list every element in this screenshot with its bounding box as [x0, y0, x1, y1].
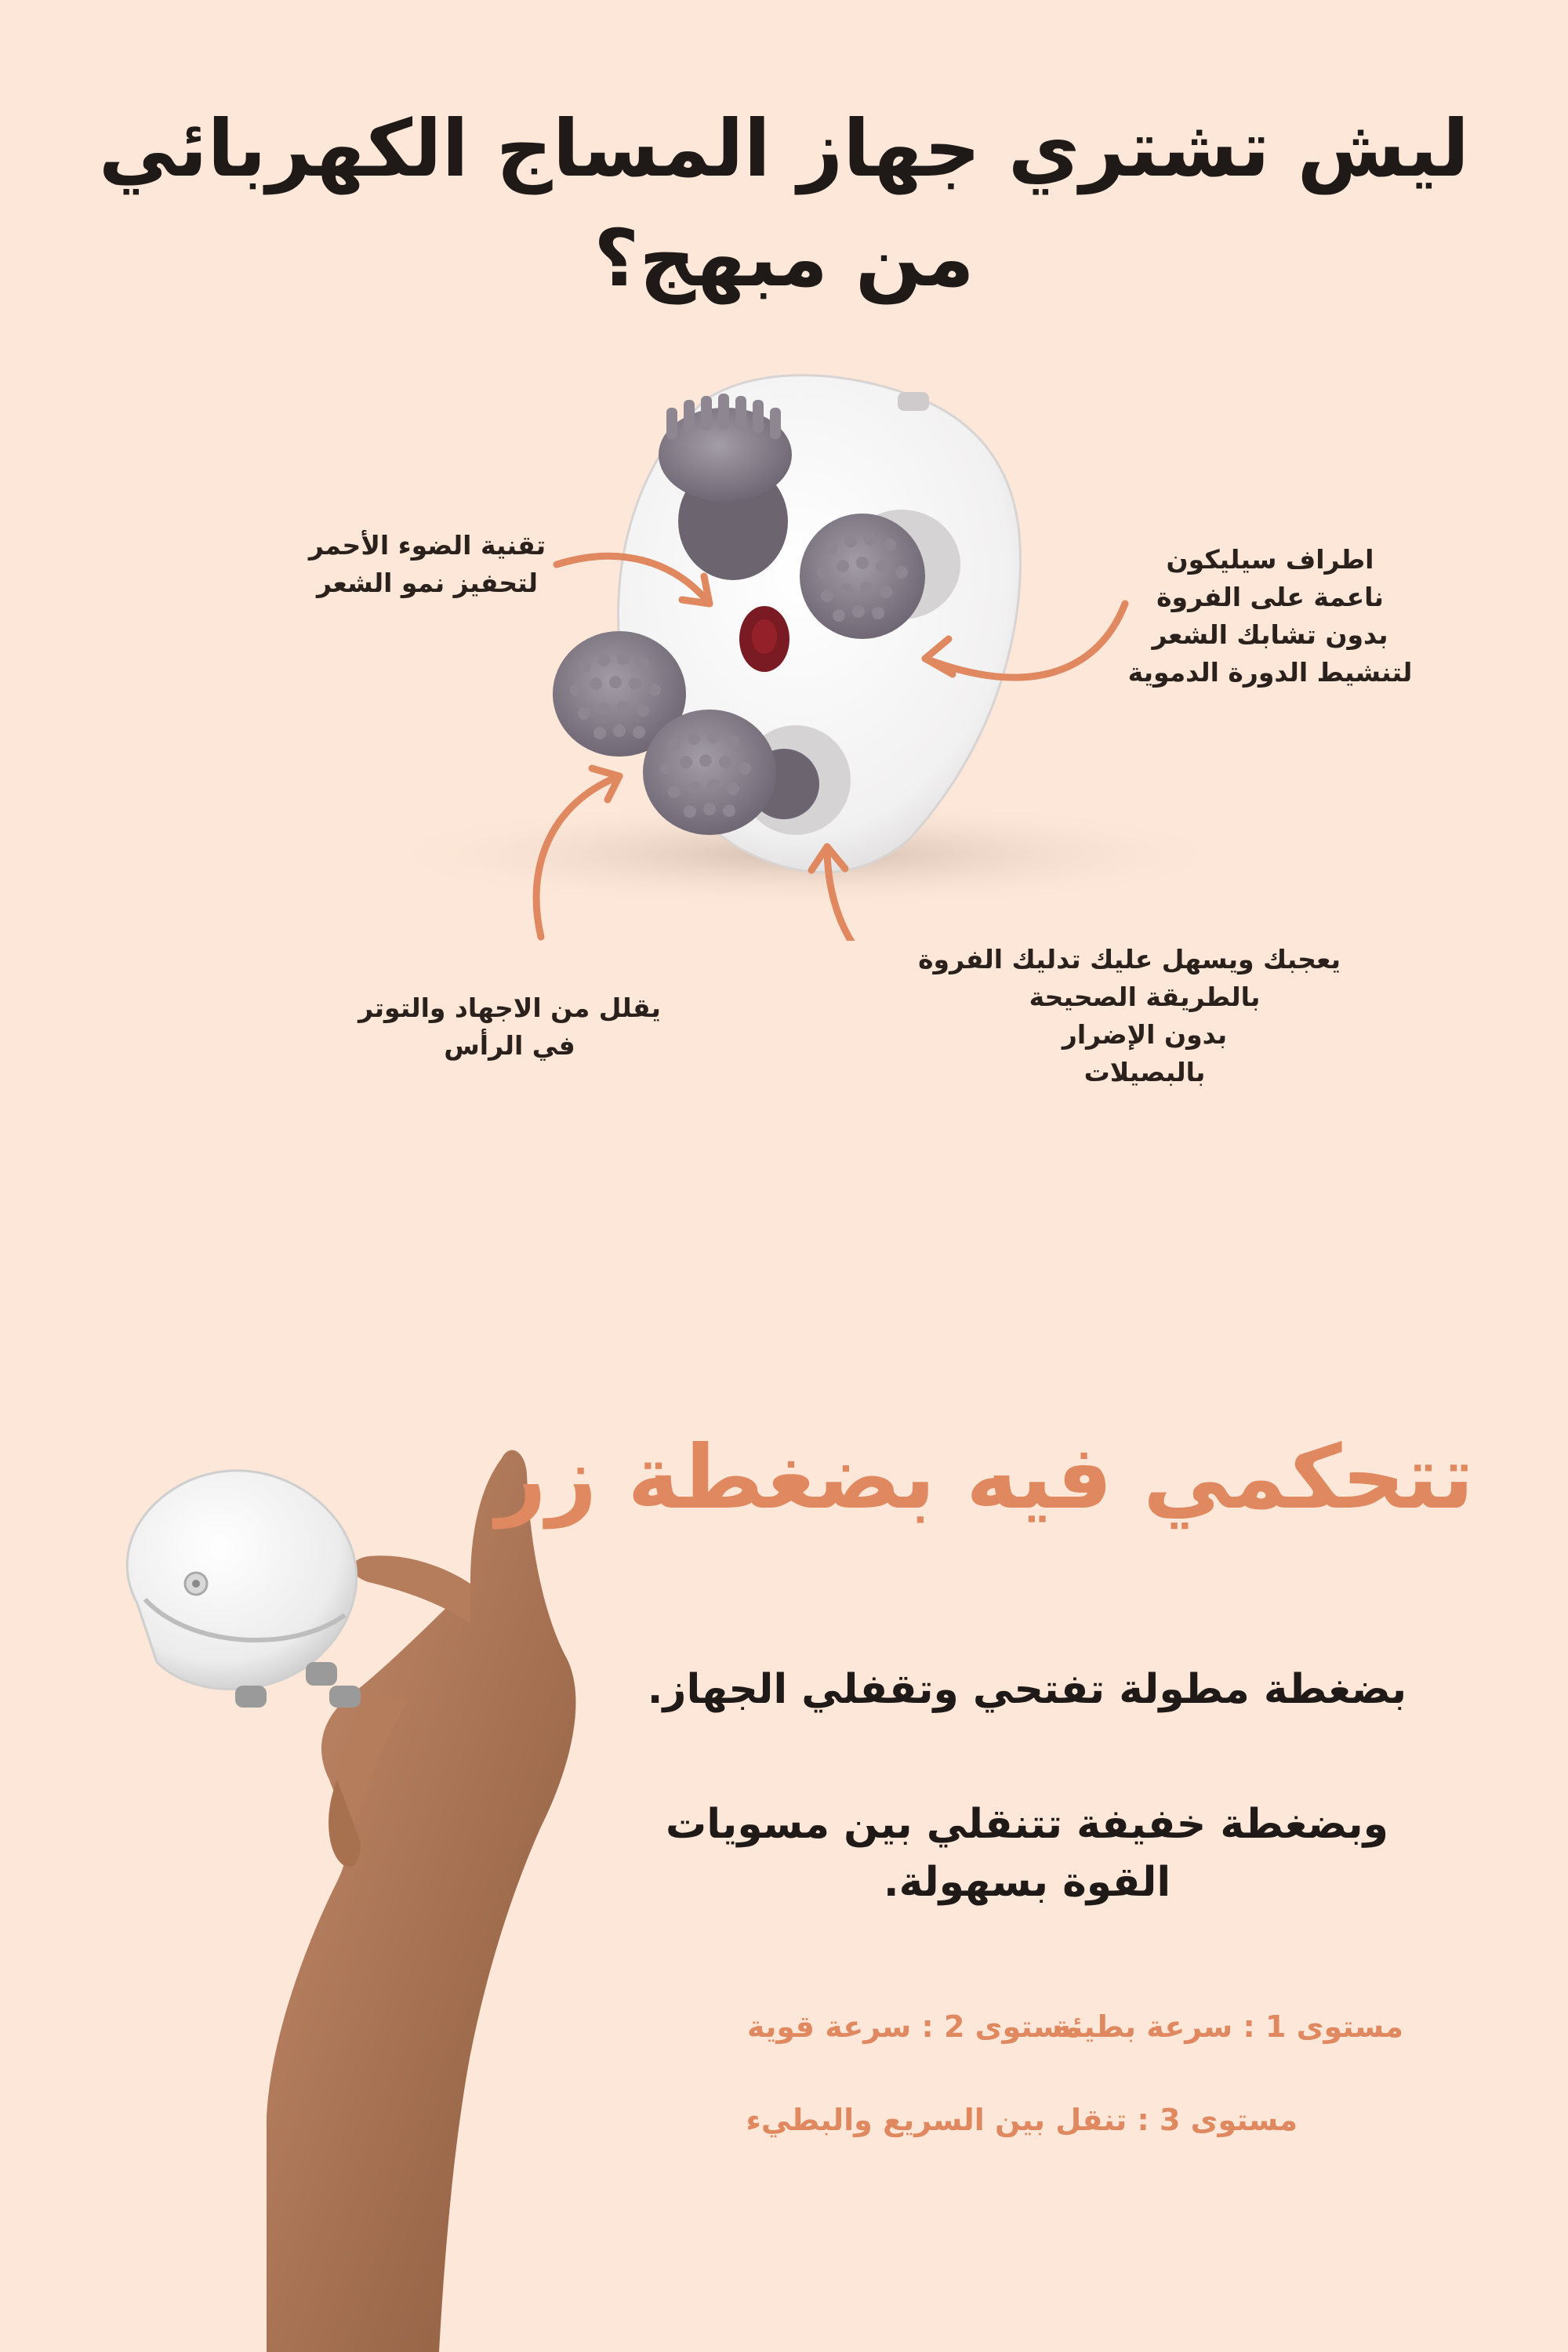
feature-stress-line-1: يقلل من الاجهاد والتوتر — [358, 993, 661, 1023]
feature-massage-line-2: بالطريقة الصحيحة — [1029, 982, 1261, 1012]
page-title-line-2: من مبهج؟ — [593, 212, 975, 304]
feature-silicone-line-2: ناعمة على الفروة — [1156, 582, 1384, 612]
feature-stress-line-2: في الرأس — [444, 1030, 575, 1061]
short-press-text — [596, 1795, 1458, 1911]
feature-massage-line-1: يعجبك ويسهل عليك تدليك الفروة — [918, 944, 1341, 975]
level-1: مستوى 1 : سرعة بطيئة — [1053, 2009, 1403, 2044]
feature-red-light-line-1: تقنية الضوء الأحمر — [308, 530, 546, 561]
feature-massage-line-3: بدون الإضرار — [1062, 1019, 1228, 1050]
long-press-text — [596, 1661, 1458, 1719]
feature-massage-line-4: بالبصيلات — [1083, 1057, 1206, 1087]
page-title-line-1: ليش تشتري جهاز المساج الكهربائي — [98, 103, 1470, 194]
control-heading: تتحكمي فيه بضغطة زر — [495, 1427, 1474, 1529]
feature-red-light-line-2: لتحفيز نمو الشعر — [316, 568, 538, 598]
feature-silicone-line-1: اطراف سيليكون — [1166, 544, 1374, 575]
short-press-line-1: وبضغطة خفيفة تتنقلي بين مسويات — [666, 1801, 1388, 1848]
long-press-line: بضغطة مطولة تفتحي وتقفلي الجهاز. — [647, 1666, 1407, 1713]
feature-silicone-line-3: بدون تشابك الشعر — [1152, 619, 1388, 650]
level-2: مستوى 2 : سرعة قوية — [747, 2009, 1082, 2044]
feature-silicone-line-4: لتنشيط الدورة الدموية — [1127, 657, 1413, 688]
level-3: مستوى 3 : تنقل بين السريع والبطيء — [746, 2103, 1298, 2137]
short-press-line-2: القوة بسهولة. — [883, 1859, 1171, 1906]
